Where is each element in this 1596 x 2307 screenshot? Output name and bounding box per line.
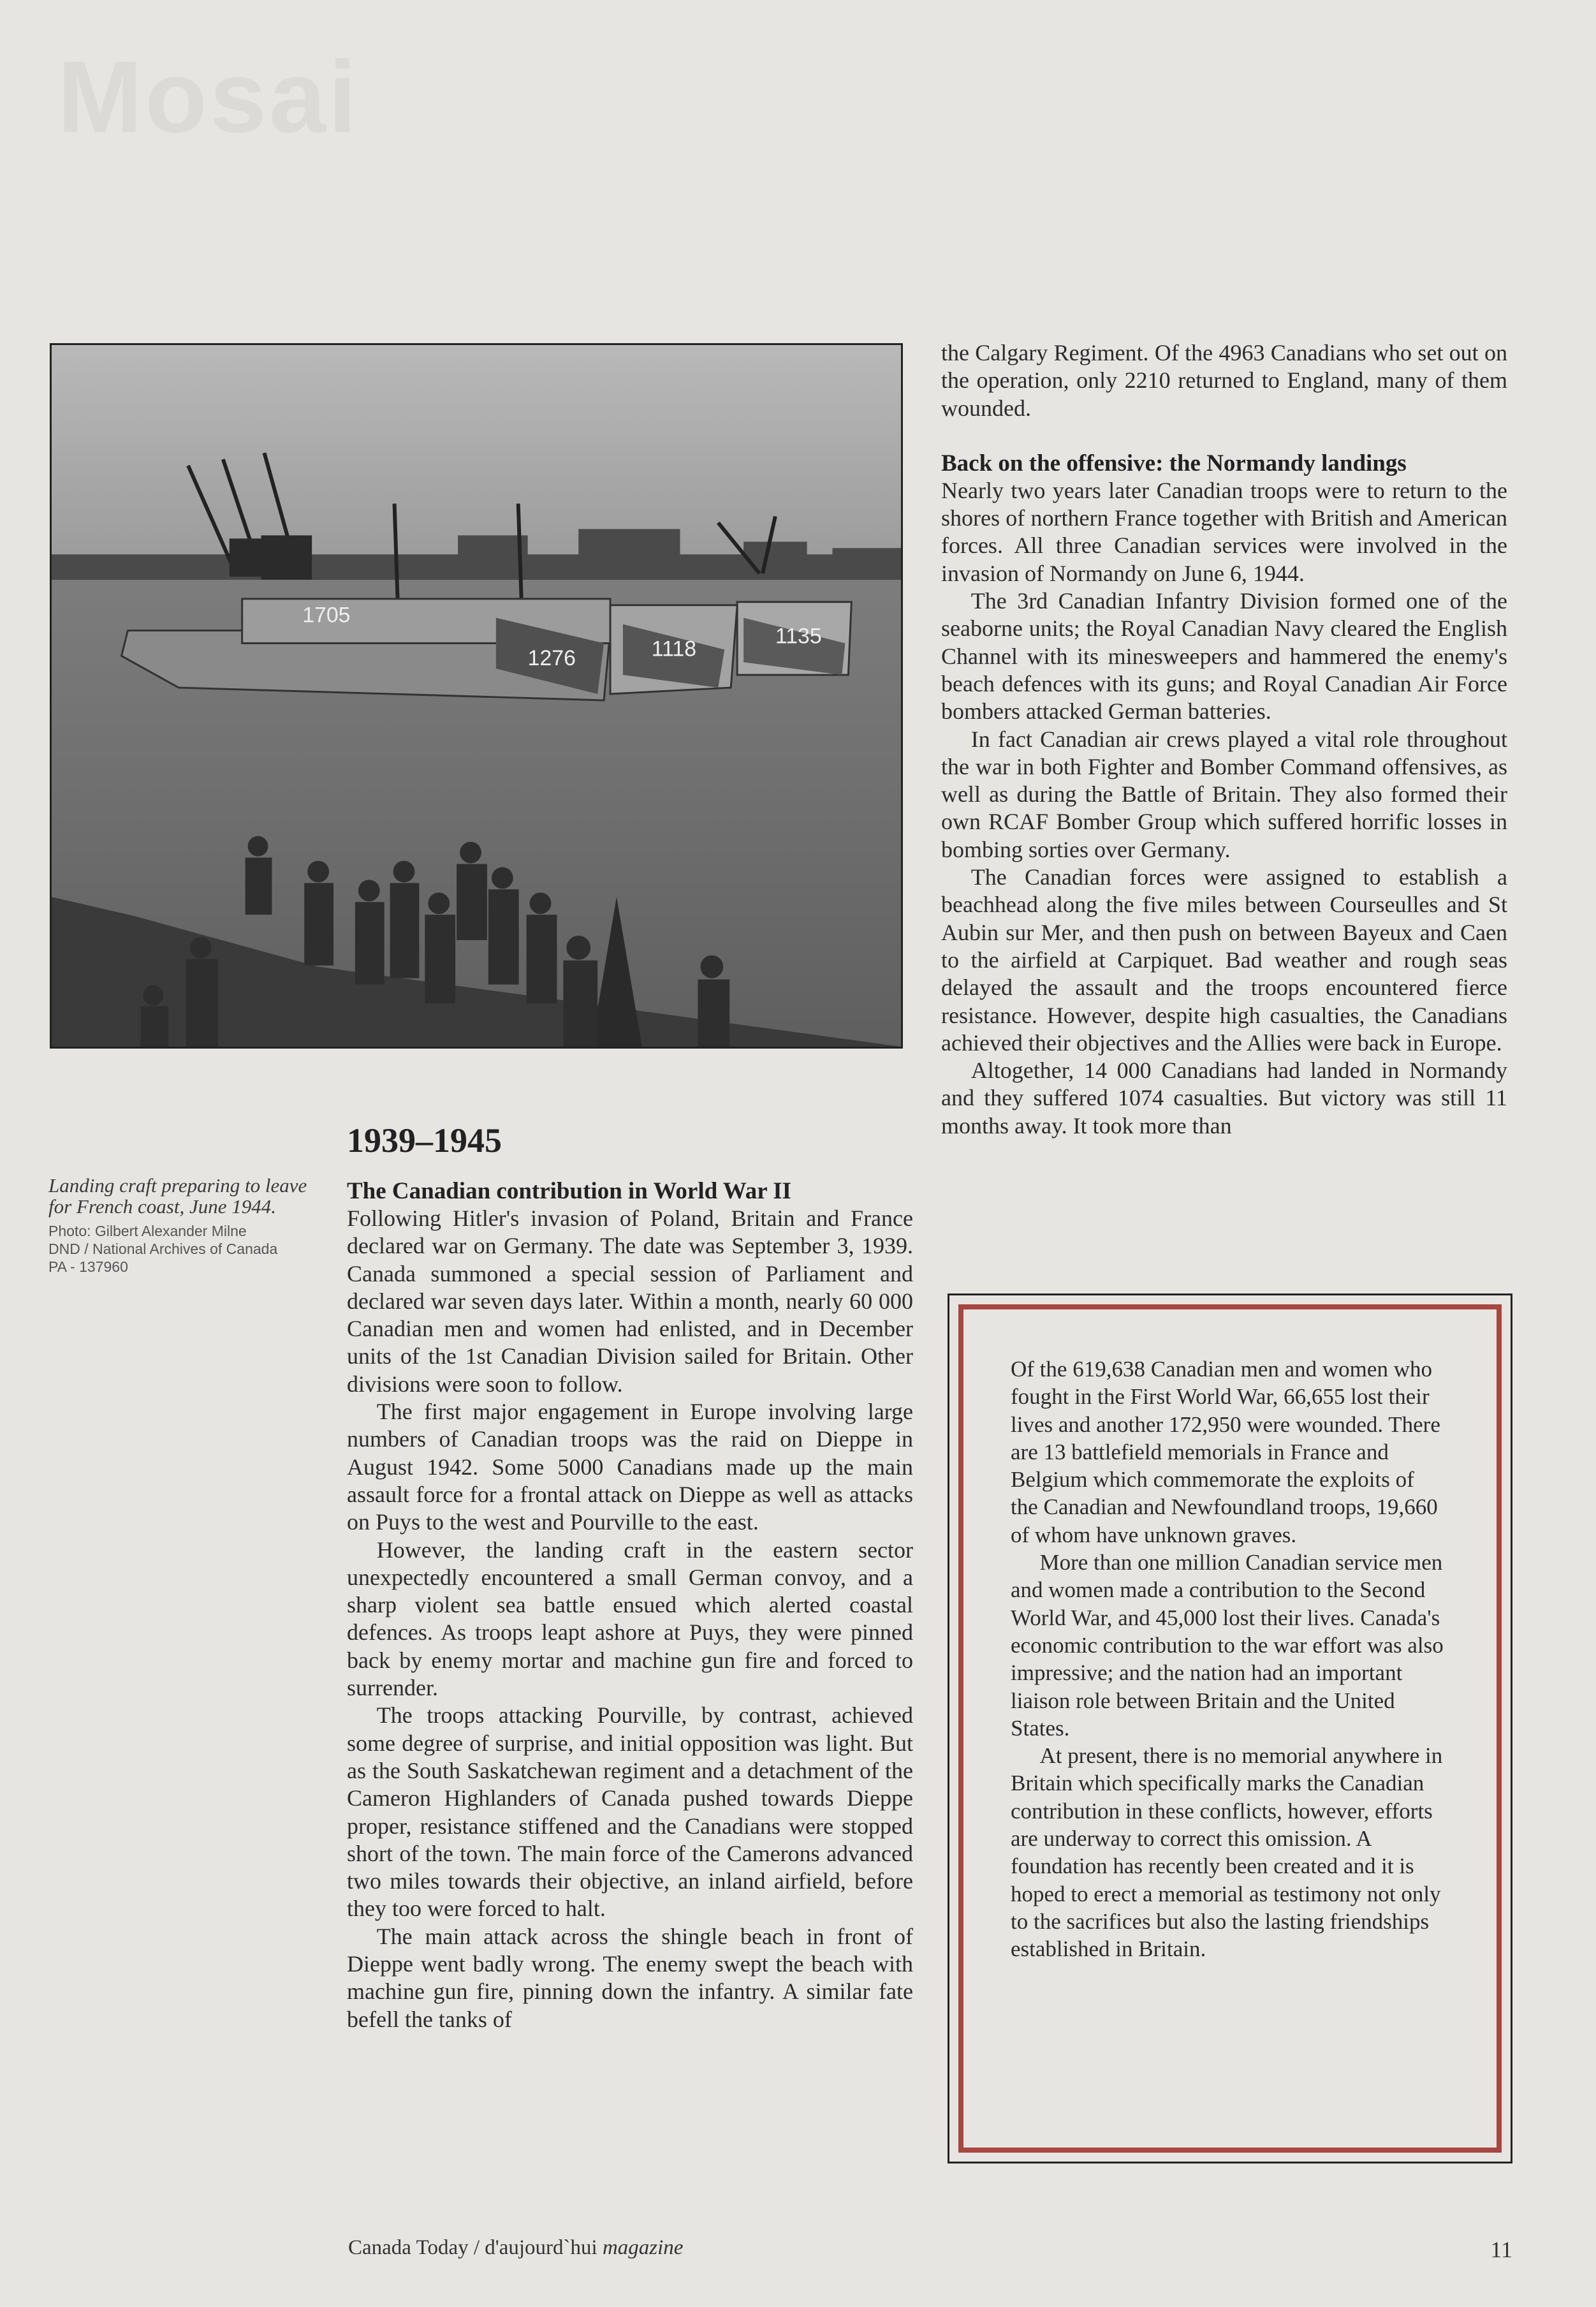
credit-line-3: PA - 137960 [48, 1258, 128, 1275]
svg-text:1135: 1135 [775, 624, 822, 649]
landing-craft-photo [50, 343, 903, 1049]
publication-name: Canada Today / d'aujourd`hui magazine [348, 2236, 684, 2259]
credit-line-2: DND / National Archives of Canada [48, 1241, 278, 1257]
sidebar-paragraph: At present, there is no memorial anywhere in Britain which specifically marks the Canadian contribution in these conflicts, however, efforts are underway to correct this omission. A foundation has recently been created and it is hoped to erect a memorial as testimony not only to the sacrifices but also the lasting friendships established in Britain. [1011, 1743, 1443, 1962]
photo-caption [48, 1175, 323, 1276]
credit-line-1: Photo: Gilbert Alexander Milne [48, 1223, 247, 1239]
sidebar-paragraph: Of the 619,638 Canadian men and women who fought in the First World War, 66,655 lost their lives and another 172,950 were wounded. There are 13 battlefield memorials in France and Belgium which commemorate the exploits of the Canadian and Newfoundland troops, 19,660 of whom have unknown graves. [1011, 1357, 1440, 1547]
memorial-sidebar-box [948, 1294, 1512, 2163]
paragraph: However, the landing craft in the eastern sector unexpectedly encountered a small German convoy, and a sharp violent sea battle ensued which alerted coastal defences. As troops leapt ashore at Puys, they were pinned back by enemy mortar and machine gun fire and forced to surrender. [347, 1537, 913, 1701]
paragraph: The main attack across the shingle beach in front of Dieppe went badly wrong. The enemy swept the beach with machine gun fire, pinning down the infantry. A similar fate befell the tanks of [347, 1923, 913, 2032]
page-number: 11 [1490, 2237, 1512, 2262]
paragraph: In fact Canadian air crews played a vital role throughout the war in both Fighter and Bomber Command offensives, as well as during the Battle of Britain. They also formed their own RCAF Bomber Group which suffered horrific losses in bombing sorties over Germany. [941, 726, 1507, 862]
normandy-subhead: Back on the offensive: the Normandy landings [941, 450, 1407, 476]
paragraph-continuation: the Calgary Regiment. Of the 4963 Canadians who set out on the operation, only 2210 returned to England, many of them wounded. [941, 340, 1507, 421]
paragraph: The Canadian forces were assigned to establish a beachhead along the five miles between Courseulles and St Aubin sur Mer, and then push on between Bayeux and Caen to the airfield at Carpiquet. Bad weather and rough seas delayed the assault and the troops encountered fierce resistance. However, despite high casualties, the Canadians achieved their objectives and the Allies were back in Europe. [941, 864, 1507, 1056]
svg-text:1276: 1276 [527, 646, 576, 671]
svg-text:1705: 1705 [302, 603, 351, 628]
paragraph: The 3rd Canadian Infantry Division formed one of the seaborne units; the Royal Canadian Navy cleared the English Channel with its minesweepers and hammered the enemy's beach defences with its guns; and Royal Canadian Air Force bombers attacked German batteries. [941, 588, 1507, 725]
article-middle-column [347, 1121, 913, 2033]
photo-credit [48, 1222, 323, 1276]
sidebar-text [1011, 1355, 1444, 1963]
paragraph: The first major engagement in Europe involving large numbers of Canadian troops was the raid on Dieppe in August 1942. Some 5000 Canadians made up the main assault force for a frontal attack on Dieppe as well as attacks on Puys to the west and Pourville to the east. [347, 1399, 913, 1535]
page-footer [348, 2236, 1512, 2264]
article-subhead: The Canadian contribution in World War II [347, 1178, 792, 1204]
section-year-heading: 1939–1945 [347, 1121, 502, 1160]
harbour-photo-illustration [52, 345, 901, 1047]
article-right-column [941, 339, 1507, 1140]
caption-text: Landing craft preparing to leave for French coast, June 1944. [48, 1174, 307, 1218]
paragraph: Following Hitler's invasion of Poland, Britain and France declared war on Germany. The date was September 3, 1939. Canada summoned a special session of Parliament and declared war seven days later. Within a month, nearly 60 000 Canadian men and women had enlisted, and in December units of the 1st Canadian Division sailed for Britain. Other divisions were soon to follow. [347, 1205, 913, 1397]
paragraph: The troops attacking Pourville, by contrast, achieved some degree of surprise, and initial opposition was light. But as the South Saskatchewan regiment and a detachment of the Cameron Highlanders of Canada pushed towards Dieppe proper, resistance stiffened and the Canadians were stopped short of the town. The main force of the Camerons advanced two miles towards their objective, an inland airfield, before they too were forced to halt. [347, 1702, 913, 1922]
paragraph: Altogether, 14 000 Canadians had landed in Normandy and they suffered 1074 casualties. But victory was still 11 months away. It took more than [941, 1058, 1507, 1139]
sidebar-paragraph: More than one million Canadian service men and women made a contribution to the Second World War, and 45,000 lost their lives. Canada's economic contribution to the war effort was also impressive; and the nation had an important liaison role between Britain and the United States. [1011, 1550, 1444, 1741]
svg-text:1118: 1118 [651, 637, 697, 661]
masthead-ghost-text: Mosai [57, 40, 360, 154]
paragraph: Nearly two years later Canadian troops were to return to the shores of northern France together with British and American forces. All three Canadian services were involved in the invasion of Normandy on June 6, 1944. [941, 477, 1507, 586]
